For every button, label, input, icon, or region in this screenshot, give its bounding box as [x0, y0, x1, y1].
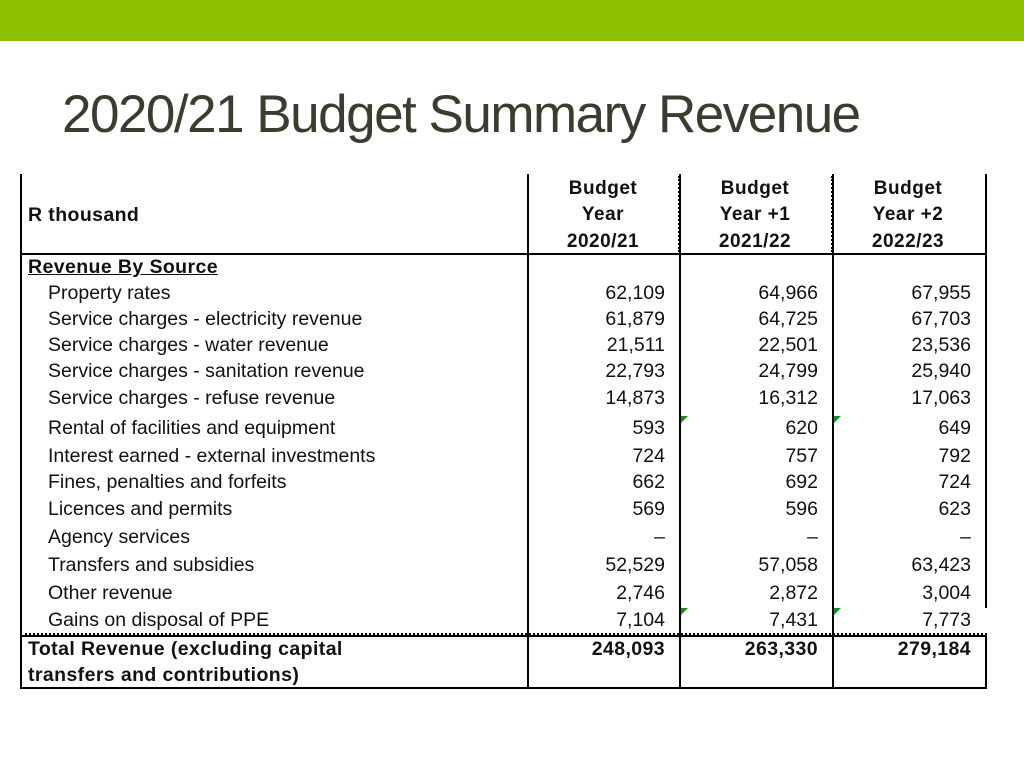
row-value: 3,004: [922, 582, 971, 604]
row-value: 2,872: [769, 582, 818, 604]
column-header: Budget: [873, 178, 943, 199]
slide-title: 2020/21 Budget Summary Revenue: [62, 85, 860, 144]
row-label: Transfers and subsidies: [48, 554, 255, 576]
row-label: Licences and permits: [48, 498, 233, 520]
total-value: 248,093: [591, 638, 665, 660]
unit-label: R thousand: [28, 204, 140, 226]
row-value: 16,312: [758, 387, 818, 409]
row-label: Rental of facilities and equipment: [48, 417, 336, 439]
row-value: 692: [785, 471, 818, 493]
row-value: 22,501: [758, 334, 818, 356]
total-label: Total Revenue (excluding capital: [28, 638, 343, 660]
total-value: 279,184: [897, 638, 971, 660]
row-value: 25,940: [911, 360, 971, 382]
row-value: 21,511: [606, 334, 665, 356]
comment-marker: [681, 416, 688, 423]
row-value: 24,799: [758, 360, 818, 382]
row-label: Service charges - water revenue: [48, 334, 329, 356]
row-label: Interest earned - external investments: [48, 445, 376, 467]
column-header: Budget: [720, 178, 790, 199]
row-value: 62,109: [605, 282, 665, 304]
row-value: 64,725: [758, 308, 818, 330]
row-value: 64,966: [758, 282, 818, 304]
row-label: Agency services: [48, 526, 190, 548]
column-header: Year +1: [719, 204, 791, 225]
row-value: 22,793: [605, 360, 665, 382]
row-value: 7,773: [922, 609, 971, 631]
table-left-border: [20, 174, 22, 688]
row-value: 757: [785, 445, 818, 467]
row-label: Property rates: [48, 282, 171, 304]
top-accent-bar: [0, 0, 1024, 41]
column-header: 2021/22: [718, 231, 792, 252]
column-header: Year: [581, 204, 625, 225]
row-value: 662: [632, 471, 665, 493]
column-header: Year +2: [872, 204, 944, 225]
row-value: 792: [938, 445, 971, 467]
row-value: 52,529: [605, 554, 665, 576]
row-value: 7,431: [769, 609, 818, 631]
row-value: 2,746: [616, 582, 665, 604]
row-value: 17,063: [911, 387, 971, 409]
row-label: Other revenue: [48, 582, 173, 604]
total-value: 263,330: [744, 638, 818, 660]
row-value: 724: [632, 445, 665, 467]
row-value: 649: [938, 417, 971, 439]
row-value: –: [960, 526, 971, 548]
revenue-table: [20, 174, 988, 688]
comment-marker: [834, 416, 841, 423]
row-value: 63,423: [911, 554, 971, 576]
section-heading: Revenue By Source: [28, 256, 218, 278]
column-header: 2020/21: [566, 231, 640, 252]
comment-marker: [681, 608, 688, 615]
row-value: 23,536: [911, 334, 971, 356]
row-label: Service charges - sanitation revenue: [48, 360, 365, 382]
row-value: 57,058: [758, 554, 818, 576]
table-right-border: [985, 634, 987, 688]
total-label: transfers and contributions): [28, 664, 300, 686]
row-value: 7,104: [616, 609, 665, 631]
row-value: 569: [632, 498, 665, 520]
column-header: 2022/23: [871, 231, 945, 252]
row-label: Service charges - electricity revenue: [48, 308, 363, 330]
row-value: 61,879: [605, 308, 665, 330]
row-value: 623: [938, 498, 971, 520]
comment-marker: [834, 608, 841, 615]
column-header: Budget: [568, 178, 638, 199]
row-value: 14,873: [605, 387, 665, 409]
row-value: 724: [938, 471, 971, 493]
table-right-border: [985, 174, 987, 608]
row-value: 67,703: [911, 308, 971, 330]
row-label: Service charges - refuse revenue: [48, 387, 336, 409]
row-value: 620: [785, 417, 818, 439]
row-value: 593: [632, 417, 665, 439]
row-value: –: [654, 526, 665, 548]
row-value: –: [807, 526, 818, 548]
row-label: Fines, penalties and forfeits: [48, 471, 287, 493]
row-value: 67,955: [911, 282, 971, 304]
row-value: 596: [785, 498, 818, 520]
row-label: Gains on disposal of PPE: [48, 609, 270, 631]
